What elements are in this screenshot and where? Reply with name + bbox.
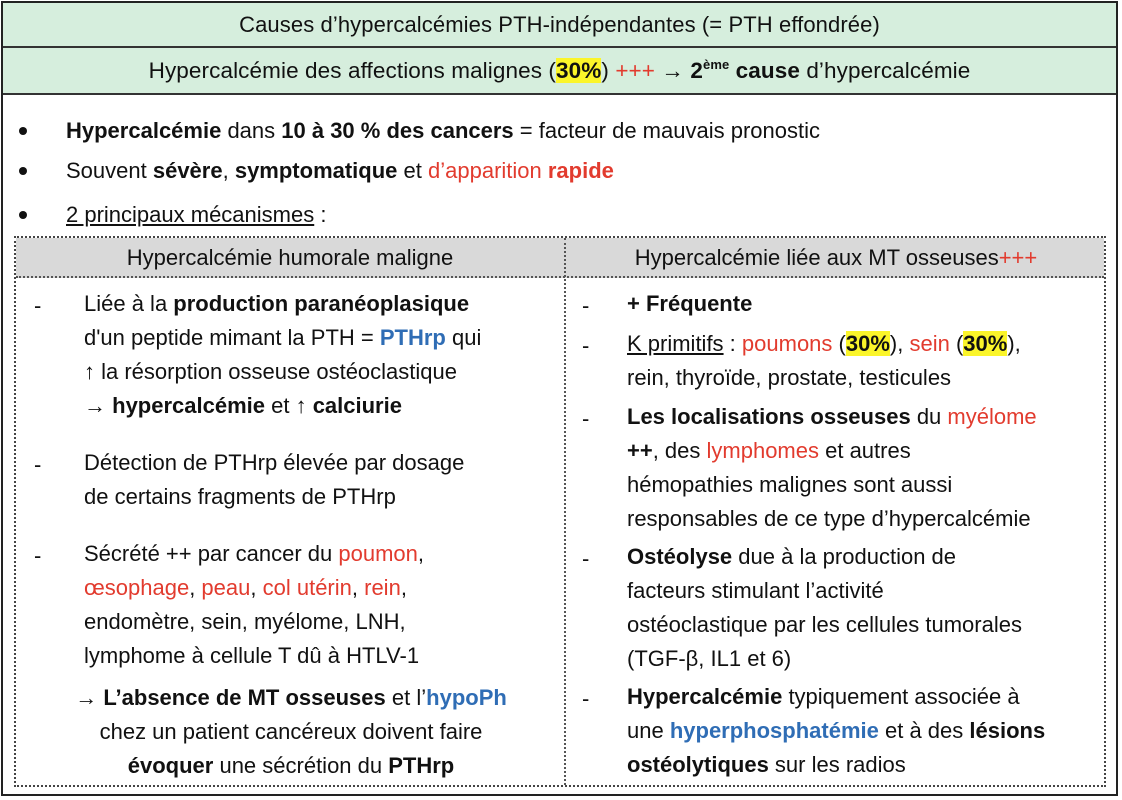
subtitle: Hypercalcémie des affections malignes (30%) +++ → 2ème cause d’hypercalcémie: [148, 56, 971, 83]
column-divider: [564, 238, 566, 785]
document-frame: Causes d’hypercalcémies PTH-indépendantes (= PTH effondrée) Hypercalcémie des affections malignes (30%) +++ → 2ème cause d’hypercalcémie Hypercalcémie dans 10 à 30 % des cancers = facteur de mauvais pronostic Souvent sévère, symptomatique et d’apparition rapide 2 principaux mécanismes : Hypercalcémie humorale maligne Hypercalcémie liée aux MT osseuses +++ - Liée à la production paranéoplasique d'un peptide mimant la PTH = PTHrp qui ↑ la résorption osseuse ostéoclastique → hypercalcémie et ↑ calciurie - Détection de PTHrp élevée par dosage de certains fragments de PTHrp - Sécrété ++ par cancer du poumon, œsophage, peau, col utérin, rein, endomètre, sein, myélome, LNH, lymphome à cellule T dû à HTLV-1 → L’absence de MT osseuses et l’hypoPh chez un patient cancéreux doivent faire évoquer une sécrétion du PTHrp - + Fréquente - K primitifs : poumons (30%), sein (30%), rein, thyroïde, prostate, testicules - Les localisations osseuses du myélome ++, des lymphomes et autres hémopathies malignes sont aussi responsables de ce type d’hypercalcémie - Ostéolyse due à la production de facteurs stimulant l’activité ostéoclastique par les cellules tumorales (TGF-β, IL1 et 6) - Hypercalcémie typiquement associée à une hyperphosphatémie et à des lésions ostéolytiques sur les radios: [1, 1, 1118, 796]
dash-marker: -: [582, 293, 590, 318]
left-item-secretion: Sécrété ++ par cancer du poumon, œsophage, peau, col utérin, rein, endomètre, sein, myélome, LNH, lymphome à cellule T dû à HTLV-1: [84, 541, 425, 668]
right-item-hypercalcemia: Hypercalcémie typiquement associée à une hyperphosphatémie et à des lésions ostéolytiques sur les radios: [627, 684, 1046, 777]
left-item-detection: Détection de PTHrp élevée par dosage de certains fragments de PTHrp: [84, 450, 465, 509]
plus-marker: +++: [615, 57, 656, 83]
dash-marker: -: [582, 546, 590, 571]
page-title: Causes d’hypercalcémies PTH-indépendantes (= PTH effondrée): [239, 11, 880, 37]
dash-marker: -: [34, 452, 42, 477]
right-item-bone-localisations: Les localisations osseuses du myélome ++, des lymphomes et autres hémopathies malignes sont aussi responsables de ce type d’hypercalcémie: [627, 404, 1037, 531]
dash-marker: -: [582, 406, 590, 431]
dash-marker: -: [582, 333, 590, 358]
right-column-header: Hypercalcémie liée aux MT osseuses +++: [634, 245, 1038, 270]
right-item-primary-cancers: K primitifs : poumons (30%), sein (30%), rein, thyroïde, prostate, testicules: [627, 331, 1021, 390]
mechanisms-table: [14, 236, 1106, 787]
bullet-dot-icon: [19, 127, 27, 135]
left-item-paraneoplastic: Liée à la production paranéoplasique d'un peptide mimant la PTH = PTHrp qui ↑ la résorption osseuse ostéoclastique → hypercalcémie et ↑ calciurie: [84, 291, 482, 418]
dash-marker: -: [34, 293, 42, 318]
right-item-frequency: + Fréquente: [627, 291, 753, 316]
right-item-osteolysis: Ostéolyse due à la production de facteurs stimulant l’activité ostéoclastique par les cellules tumorales (TGF-β, IL1 et 6): [627, 544, 1022, 671]
left-conclusion: → L’absence de MT osseuses et l’hypoPh chez un patient cancéreux doivent faire évoquer une sécrétion du PTHrp: [75, 685, 507, 778]
subtitle-band: [3, 48, 1116, 95]
bullet-dot-icon: [19, 167, 27, 175]
highlight-30pct: 30%: [556, 57, 602, 83]
left-column-header: Hypercalcémie humorale maligne: [126, 245, 454, 270]
bullet-dot-icon: [19, 211, 27, 219]
dash-marker: -: [582, 686, 590, 711]
title-band: [3, 3, 1116, 48]
dash-marker: -: [34, 543, 42, 568]
